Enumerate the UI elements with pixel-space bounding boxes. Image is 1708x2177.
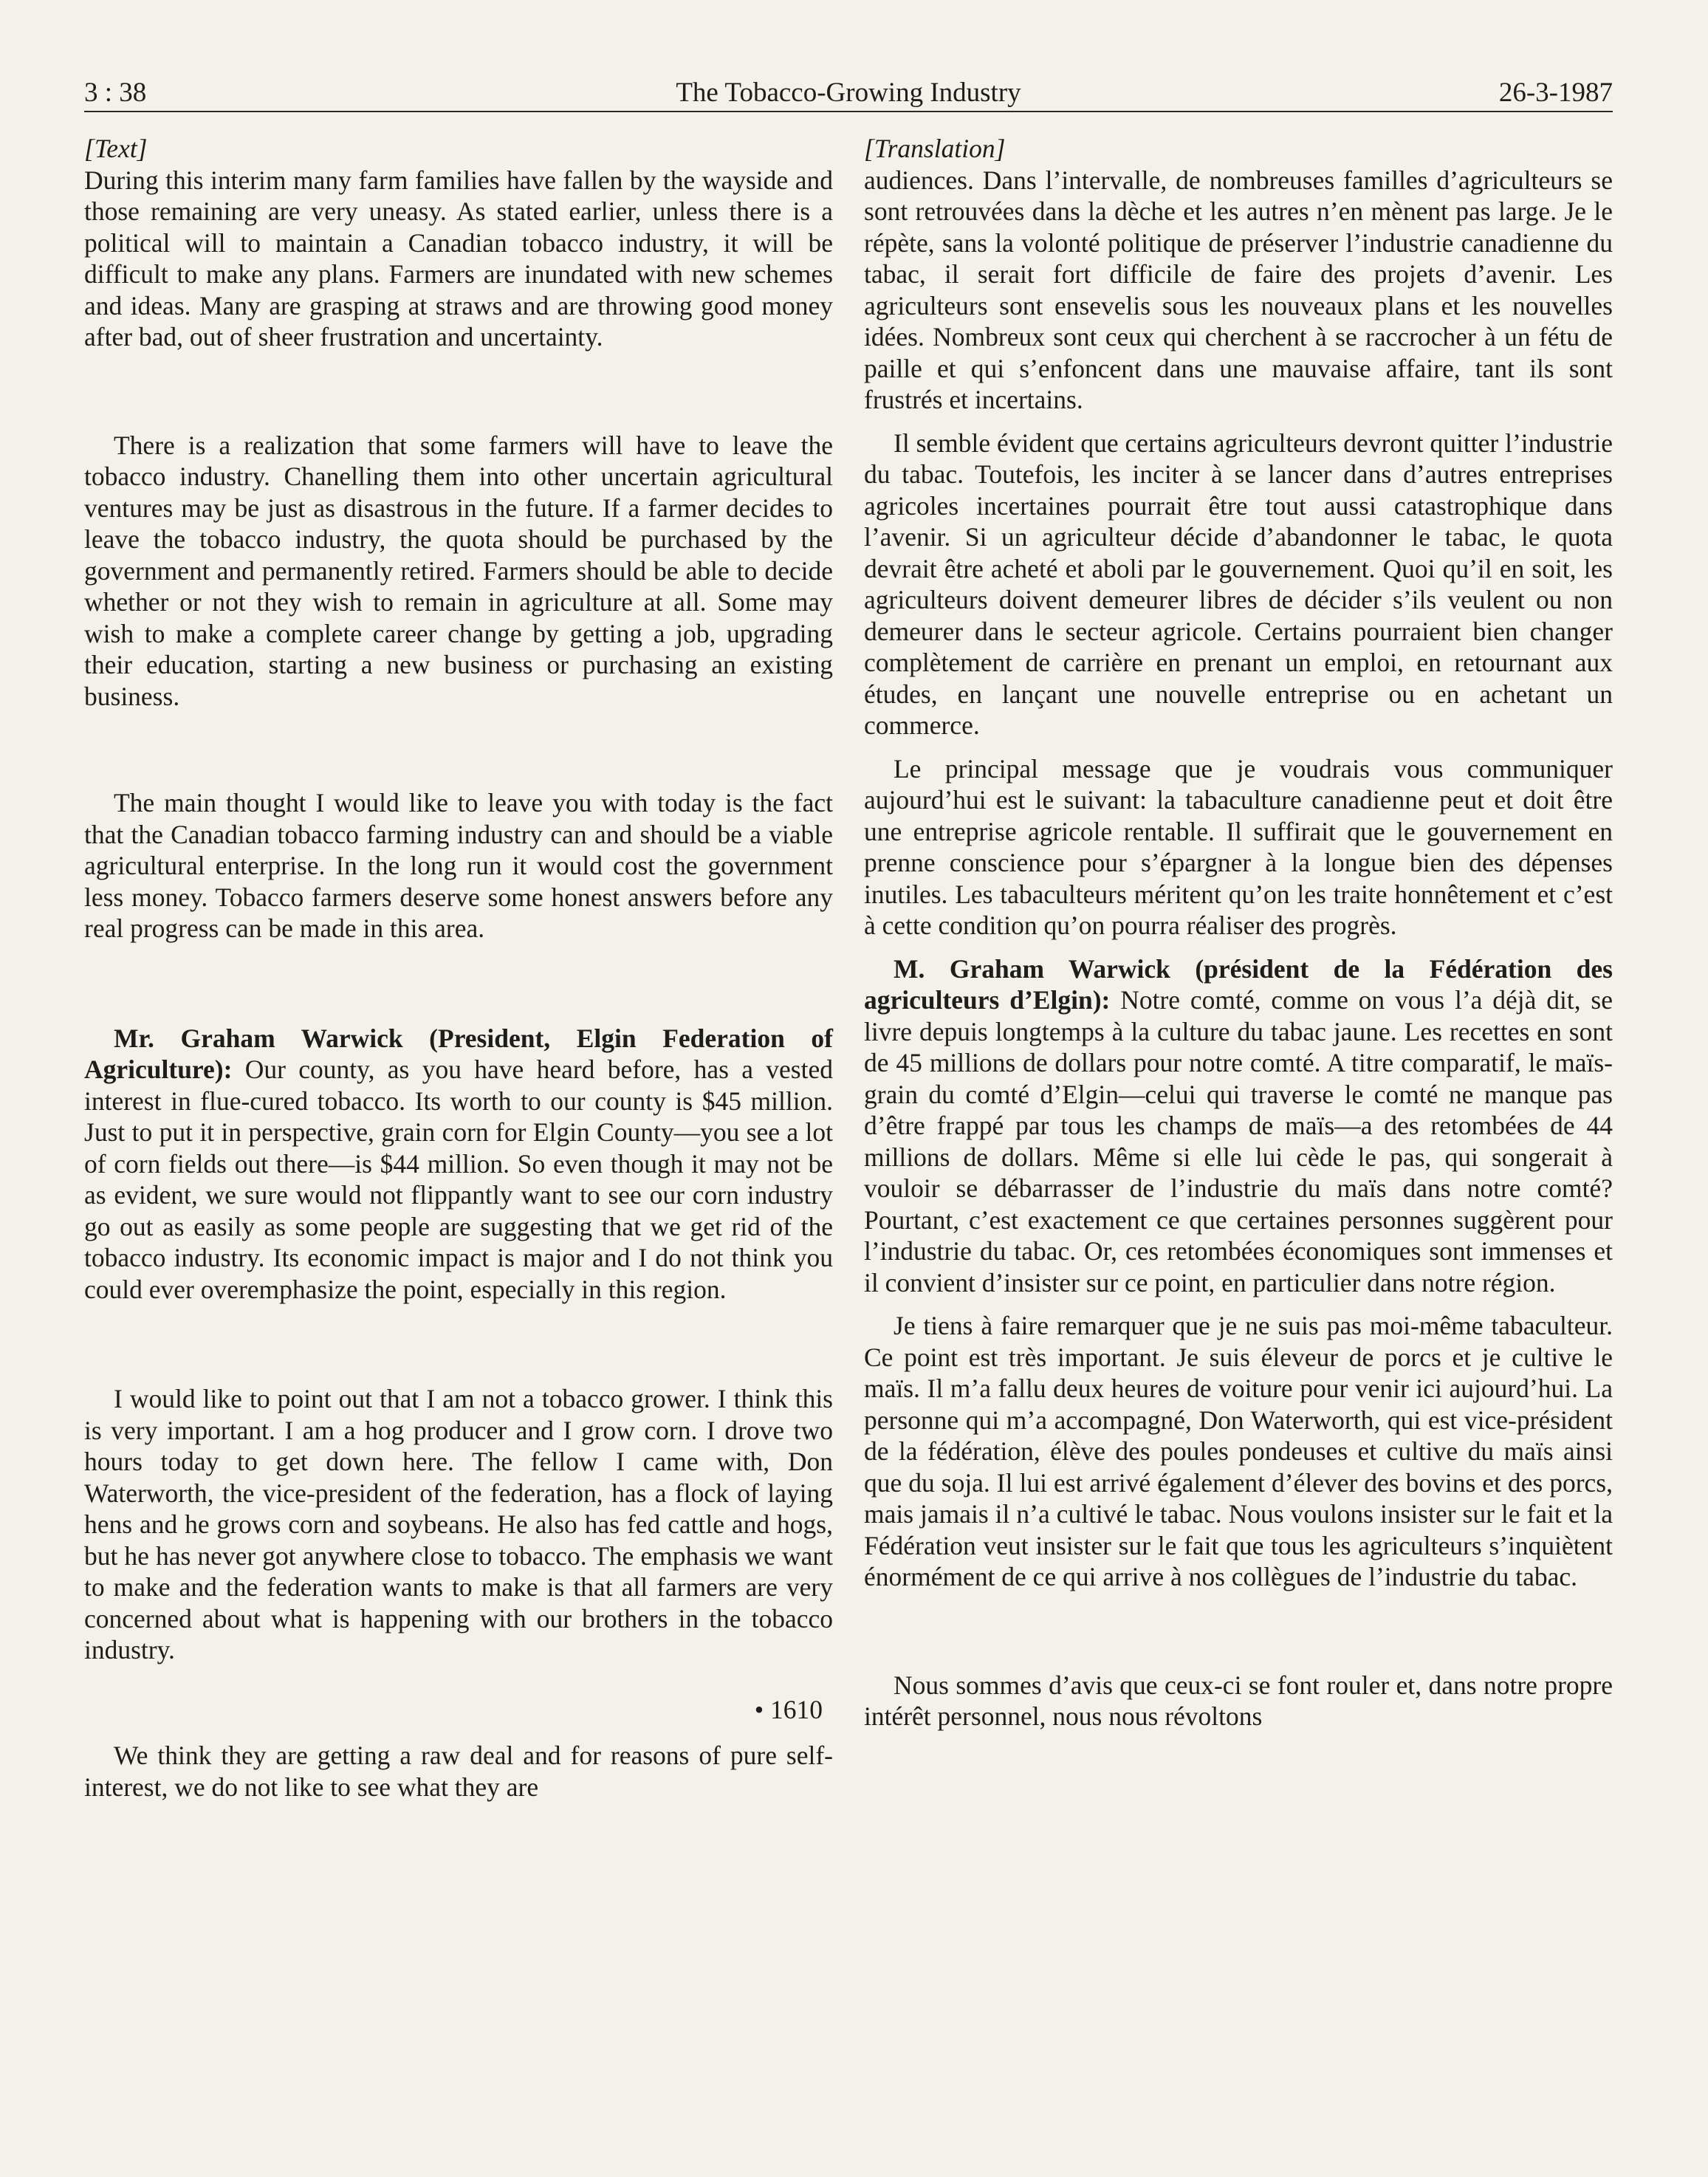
french-column bbox=[864, 133, 1613, 1732]
speaker-name: Mr. Graham Warwick (President, Elgin Federation of Agriculture): bbox=[84, 1023, 833, 1084]
speaker-paragraph bbox=[84, 1023, 833, 1306]
speaker-text: Our county, as you have heard before, has a vested interest in flue-cured tobacco. Its worth to our county is $45 million. Just to put it in perspective, grain corn for Elgin County—you see a lot of corn fields out there—is $44 million. So even though it may not be as evident, we sure would not flippantly want to see our corn industry go out as easily as some people are suggesting that we get rid of the tobacco industry. Its economic impact is major and I do not think you could ever overemphasize the point, especially in this region. bbox=[84, 1055, 833, 1304]
running-title: The Tobacco-Growing Industry bbox=[676, 78, 1021, 108]
time-marker: • 1610 bbox=[754, 1694, 823, 1724]
header-rule bbox=[84, 111, 1613, 112]
paragraph: audiences. Dans l’intervalle, de nombreuses familles d’agriculteurs se sont retrouvées dans la dèche et les autres n’en mènent pas large. Je le répète, sans la volonté politique de préserver l’industrie canadienne du tabac, il serait fort difficile de faire des projets d’avenir. Les agriculteurs sont ensevelis sous les nouveaux plans et les nouvelles idées. Nombreux sont ceux qui cherchent à se raccrocher à un fétu de paille et qui s’enfoncent dans une mauvaise affaire, tant ils sont frustrés et incertains. bbox=[864, 165, 1613, 414]
page-number: 3 : 38 bbox=[84, 78, 147, 108]
paragraph: There is a realization that some farmers will have to leave the tobacco industry. Chanelling them into other uncertain agricultural ventures may be just as disastrous in the future. If a farmer decides to leave the tobacco industry, the quota should be purchased by the government and permanently retired. Farmers should be able to decide whether or not they wish to remain in agriculture at all. Some may wish to make a complete career change by getting a job, upgrading their education, starting a new business or purchasing an existing business. bbox=[84, 430, 833, 711]
page-header bbox=[84, 71, 1613, 115]
speaker-text: Notre comté, comme on vous l’a déjà dit, se livre depuis longtemps à la culture du tabac jaune. Les recettes en sont de 45 millions de dollars pour notre comté. A titre comparatif, le maïs-grain du comté d’Elgin—celui qui traverse le comté ne manque pas d’être frappé par tous les champs de maïs—a des retombées de 44 millions de dollars. Même si elle lui cède le pas, qui songerait à vouloir se débarrasser de l’industrie du maïs dans notre comté? Pourtant, c’est exactement ce que certaines personnes suggèrent pour l’industrie du tabac. Or, ces retombées économiques sont immenses et il convient d’insister sur ce point, en particulier dans notre région. bbox=[864, 985, 1613, 1297]
speaker-name: M. Graham Warwick (président de la Fédération des agriculteurs d’Elgin): bbox=[864, 953, 1613, 1015]
speaker-paragraph bbox=[864, 953, 1613, 1299]
translation-tag: [Translation] bbox=[864, 134, 1006, 163]
paragraph: Le principal message que je voudrais vous communiquer aujourd’hui est le suivant: la tabaculture canadienne peut et doit être une entreprise agricole rentable. Il suffirait que le gouvernement en prenne conscience pour s’épargner à la longue bien des dépenses inutiles. Les tabaculteurs méritent qu’on les traite honnêtement et c’est à cette condition qu’on pourra réaliser des progrès. bbox=[864, 753, 1613, 940]
paragraph: We think they are getting a raw deal and for reasons of pure self-interest, we do not like to see what they are bbox=[84, 1741, 833, 1802]
paragraph: The main thought I would like to leave you with today is the fact that the Canadian tobacco farming industry can and should be a viable agricultural enterprise. In the long run it would cost the government less money. Tobacco farmers deserve some honest answers before any real progress can be made in this area. bbox=[84, 788, 833, 943]
paragraph: Nous sommes d’avis que ceux-ci se font rouler et, dans notre propre intérêt personnel, nous nous révoltons bbox=[864, 1670, 1613, 1731]
paragraph: During this interim many farm families have fallen by the wayside and those remaining are very uneasy. As stated earlier, unless there is a political will to maintain a Canadian tobacco industry, it will be difficult to make any plans. Farmers are inundated with new schemes and ideas. Many are grasping at straws and are throwing good money after bad, out of sheer frustration and uncertainty. bbox=[84, 165, 833, 352]
paragraph: I would like to point out that I am not a tobacco grower. I think this is very important. I am a hog producer and I grow corn. I drove two hours today to get down here. The fellow I came with, Don Waterworth, the vice-president of the federation, has a flock of laying hens and he grows corn and soybeans. He also has fed cattle and hogs, but he has never got anywhere close to tobacco. The emphasis we want to make and the federation wants to make is that all farmers are very concerned about what is happening with our brothers in the tobacco industry. bbox=[84, 1384, 833, 1665]
paragraph: Je tiens à faire remarquer que je ne suis pas moi-même tabaculteur. Ce point est très important. Je suis éleveur de porcs et je cultive le maïs. Il m’a fallu deux heures de voiture pour venir ici aujourd’hui. La personne qui m’a accompagné, Don Waterworth, qui est vice-président de la fédération, élève des poules pondeuses et cultive du maïs ainsi que du soja. Il lui est arrivé également d’élever des bovins et des porcs, mais jamais il n’a cultivé le tabac. Nous voulons insister sur le fait et la Fédération veut insister sur le fait que tous les agriculteurs s’inquiètent énormément de ce qui arrive à nos collègues de l’industrie du tabac. bbox=[864, 1311, 1613, 1591]
text-tag: [Text] bbox=[84, 134, 148, 163]
english-column bbox=[84, 133, 833, 1803]
paragraph: Il semble évident que certains agriculteurs devront quitter l’industrie du tabac. Toutefois, les inciter à se lancer dans d’autres entreprises agricoles incertaines pourrait être tout aussi catastrophique dans l’avenir. Si un agriculteur décide d’abandonner le tabac, le quota devrait être acheté et aboli par le gouvernement. Quoi qu’il en soit, les agriculteurs doivent demeurer libres de décider s’ils veulent ou non demeurer dans le secteur agricole. Certains pourraient bien changer complètement de carrière en prenant un emploi, en retournant aux études, en lançant une nouvelle entreprise ou en achetant un commerce. bbox=[864, 428, 1613, 740]
page-date: 26-3-1987 bbox=[1498, 78, 1613, 108]
